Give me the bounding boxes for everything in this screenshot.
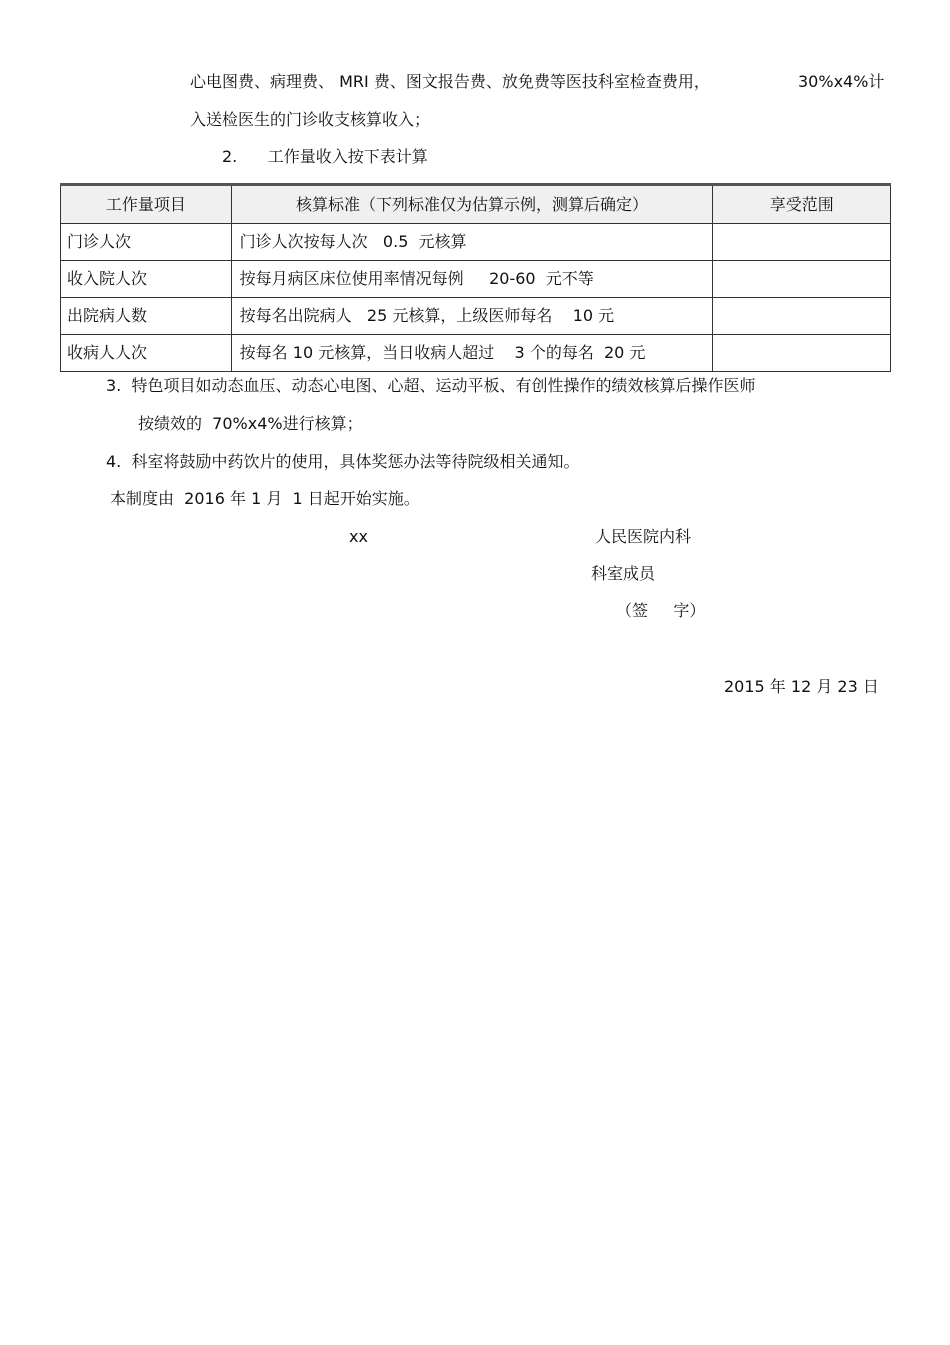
signature-xx: xx [349, 527, 368, 546]
table-header-row [61, 185, 891, 224]
table-row [61, 261, 891, 298]
item2-heading: 2. 工作量收入按下表计算 [222, 147, 428, 166]
effective-date-statement: 本制度由 2016 年 1 月 1 日起开始实施。 [110, 489, 420, 508]
header-scope: 享受范围 [713, 185, 891, 224]
table-row [61, 335, 891, 372]
cell-standard: 门诊人次按每人次 0.5 元核算 [231, 224, 713, 261]
cell-standard: 按每月病区床位使用率情况每例 20-60 元不等 [231, 261, 713, 298]
cell-standard: 按每名 10 元核算，当日收病人超过 3 个的每名 20 元 [231, 335, 713, 372]
cell-scope [713, 261, 891, 298]
cell-item: 出院病人数 [61, 298, 232, 335]
header-standard: 核算标准（下列标准仅为估算示例，测算后确定） [231, 185, 713, 224]
item4: 4. 科室将鼓励中药饮片的使用，具体奖惩办法等待院级相关通知。 [106, 452, 580, 471]
signature-label: （签 字） [616, 601, 706, 620]
header-item: 工作量项目 [61, 185, 232, 224]
item3-line1: 3. 特色项目如动态血压、动态心电图、心超、运动平板、有创性操作的绩效核算后操作医师 [106, 376, 756, 395]
cell-scope [713, 224, 891, 261]
table-row [61, 298, 891, 335]
signature-organization: 人民医院内科 [595, 527, 692, 546]
cell-scope [713, 298, 891, 335]
signature-members: 科室成员 [591, 564, 656, 583]
document-date: 2015 年 12 月 23 日 [724, 677, 879, 696]
item3-line2: 按绩效的 70%x4%进行核算； [138, 414, 363, 433]
para1-ratio: 30%x4%计 [798, 72, 885, 91]
cell-item: 门诊人次 [61, 224, 232, 261]
para1-line1: 心电图费、病理费、 MRI 费、图文报告费、放免费等医技科室检查费用， [190, 72, 710, 91]
cell-item: 收入院人次 [61, 261, 232, 298]
table-row [61, 224, 891, 261]
cell-standard: 按每名出院病人 25 元核算，上级医师每名 10 元 [231, 298, 713, 335]
cell-item: 收病人人次 [61, 335, 232, 372]
para1-line2: 入送检医生的门诊收支核算收入； [190, 110, 431, 129]
cell-scope [713, 335, 891, 372]
workload-table [60, 183, 891, 372]
